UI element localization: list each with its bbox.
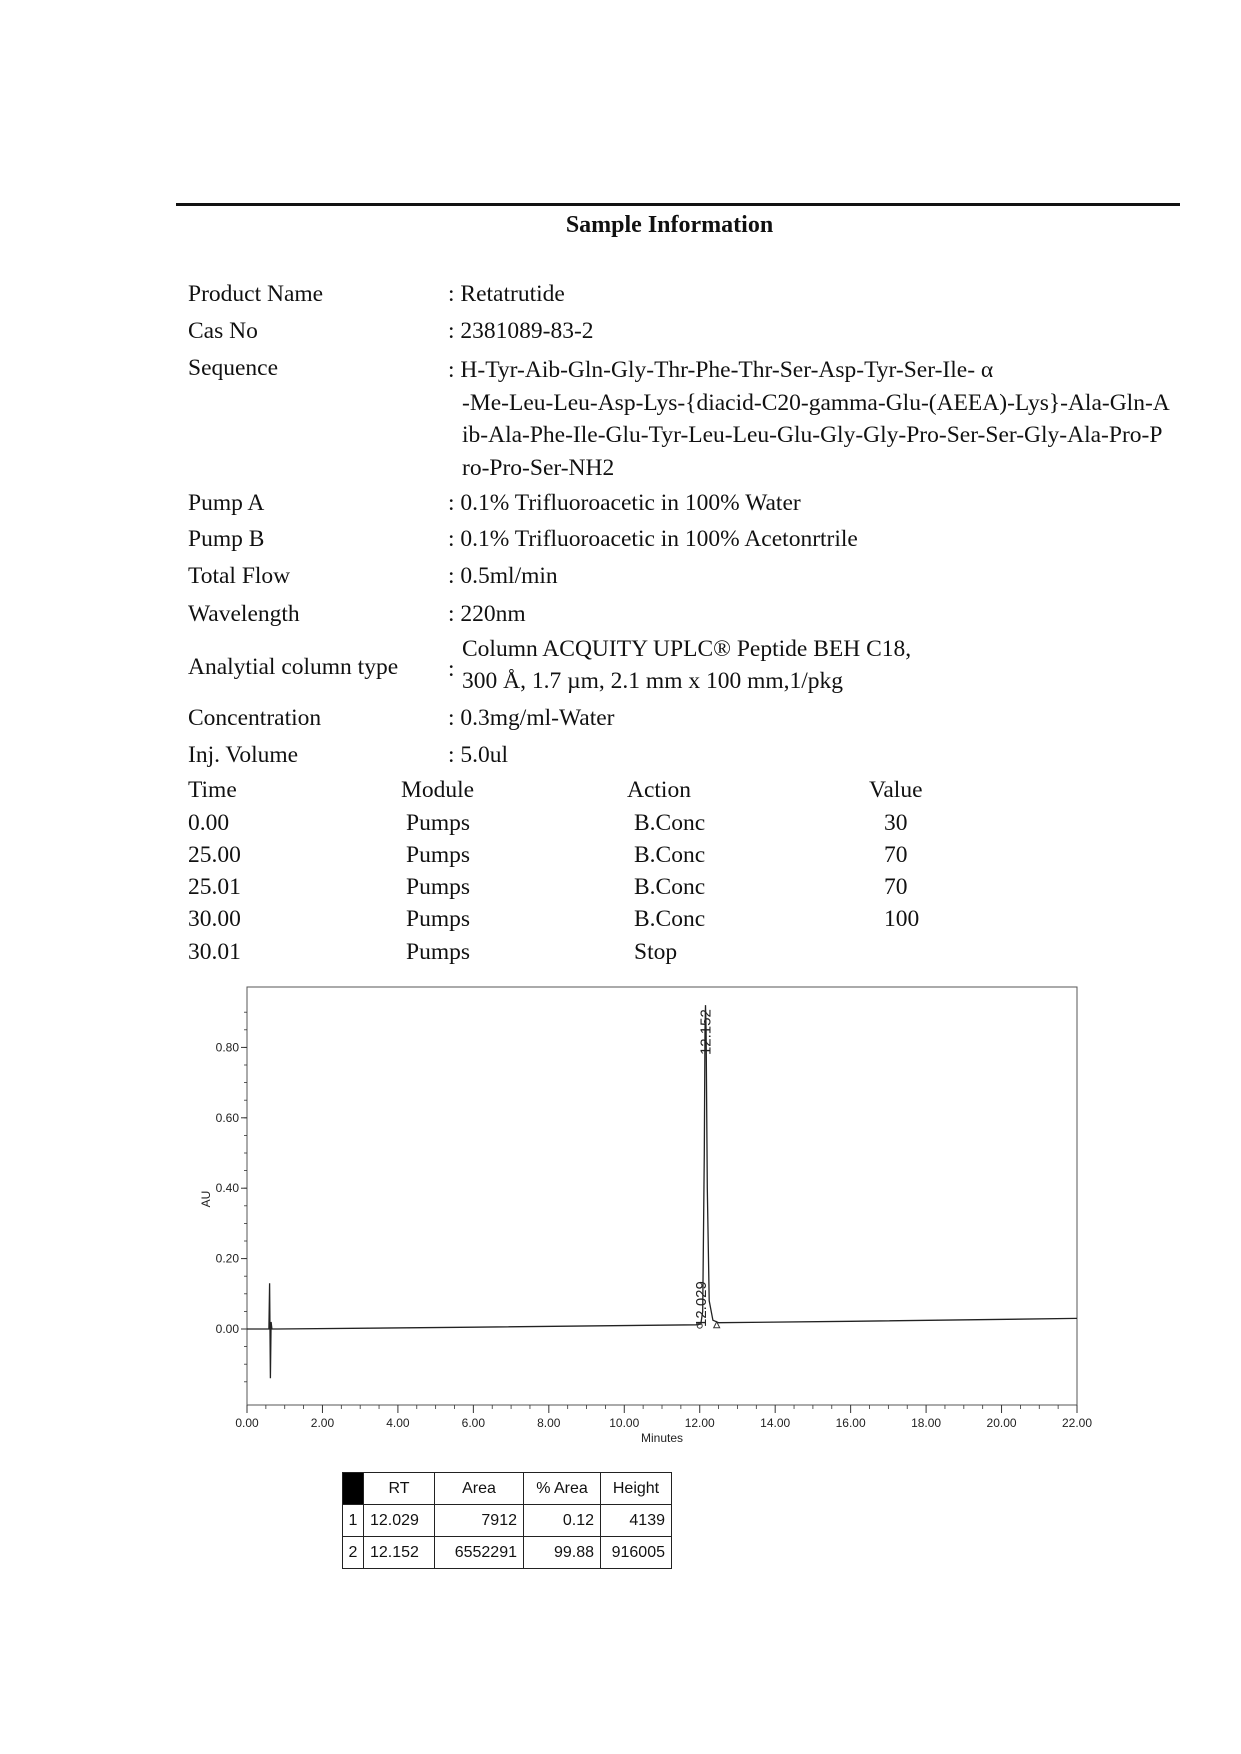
peak-results-table	[342, 1472, 672, 1569]
table-header-row	[343, 1473, 672, 1505]
column-header-pct-area: % Area	[524, 1473, 601, 1505]
gradient-value: 30	[884, 810, 908, 836]
gradient-header-module: Module	[401, 777, 475, 803]
column-line-1: Column ACQUITY UPLC® Peptide BEH C18,	[462, 636, 912, 662]
cell-height: 916005	[601, 1537, 672, 1569]
column-label: Analytial column type	[188, 654, 399, 680]
gradient-module: Pumps	[406, 939, 470, 965]
column-colon: :	[448, 656, 455, 682]
peak-label: 12.029	[692, 1281, 710, 1327]
cell-area: 6552291	[435, 1537, 524, 1569]
gradient-header-time: Time	[188, 777, 237, 803]
cell-rt: 12.029	[364, 1505, 435, 1537]
y-axis-label: AU	[199, 1190, 213, 1208]
gradient-module: Pumps	[406, 874, 470, 900]
total-flow-value: : 0.5ml/min	[448, 563, 558, 589]
x-tick-label: 10.00	[609, 1416, 640, 1430]
cas-no-value: : 2381089-83-2	[448, 318, 594, 344]
table-row	[343, 1505, 672, 1537]
wavelength-label: Wavelength	[188, 601, 300, 627]
pump-a-value: : 0.1% Trifluoroacetic in 100% Water	[448, 490, 801, 516]
pump-b-value: : 0.1% Trifluoroacetic in 100% Acetonrtrile	[448, 526, 858, 552]
gradient-time: 25.01	[188, 874, 241, 900]
gradient-action: B.Conc	[634, 906, 706, 932]
column-header-height: Height	[601, 1473, 672, 1505]
x-tick-label: 4.00	[386, 1416, 410, 1430]
x-tick-label: 14.00	[760, 1416, 791, 1430]
gradient-time: 30.00	[188, 906, 241, 932]
y-axis	[216, 1012, 247, 1382]
gradient-action: B.Conc	[634, 874, 706, 900]
gradient-module: Pumps	[406, 842, 470, 868]
cell-pct-area: 99.88	[524, 1537, 601, 1569]
peak-label: 12.152	[697, 1009, 715, 1056]
gradient-time: 0.00	[188, 810, 230, 836]
page-title: Sample Information	[565, 212, 774, 238]
pump-b-label: Pump B	[188, 526, 265, 552]
y-tick-label: 0.00	[215, 1322, 239, 1336]
sequence-line: : H-Tyr-Aib-Gln-Gly-Thr-Phe-Thr-Ser-Asp-Tyr-Ser-Ile- α	[448, 357, 994, 383]
product-name-label: Product Name	[188, 281, 324, 307]
cell-height: 4139	[601, 1505, 672, 1537]
sequence-label: Sequence	[188, 355, 279, 381]
gradient-value: 70	[884, 842, 908, 868]
x-tick-label: 12.00	[684, 1416, 715, 1430]
x-tick-label: 2.00	[310, 1416, 335, 1430]
gradient-header-action: Action	[627, 777, 691, 803]
sequence-line: ib-Ala-Phe-Ile-Glu-Tyr-Leu-Leu-Glu-Gly-Gly-Pro-Ser-Ser-Gly-Ala-Pro-P	[462, 422, 1163, 448]
gradient-action: B.Conc	[634, 842, 706, 868]
plot-frame	[247, 987, 1077, 1405]
gradient-action: B.Conc	[634, 810, 706, 836]
gradient-header-value: Value	[869, 777, 923, 803]
row-index: 2	[343, 1537, 364, 1569]
gradient-value: 100	[884, 906, 920, 932]
y-tick-label: 0.80	[215, 1040, 239, 1055]
gradient-time: 30.01	[188, 939, 241, 965]
x-tick-label: 20.00	[986, 1416, 1017, 1430]
total-flow-label: Total Flow	[188, 563, 291, 589]
row-index: 1	[343, 1505, 364, 1537]
inj-volume-value: : 5.0ul	[448, 742, 509, 768]
sequence-line: ro-Pro-Ser-NH2	[462, 454, 615, 481]
table-row	[343, 1537, 672, 1569]
concentration-value: : 0.3mg/ml-Water	[448, 705, 615, 731]
column-header-area: Area	[435, 1473, 524, 1505]
cell-area: 7912	[435, 1505, 524, 1537]
inj-volume-label: Inj. Volume	[188, 742, 299, 768]
x-tick-label: 22.00	[1061, 1416, 1093, 1430]
sequence-line: -Me-Leu-Leu-Asp-Lys-{diacid-C20-gamma-Glu-(AEEA)-Lys}-Ala-Gln-A	[462, 389, 1170, 416]
y-tick-label: 0.60	[215, 1110, 239, 1125]
y-tick-label: 0.20	[215, 1251, 239, 1266]
x-tick-label: 0.00	[235, 1416, 259, 1430]
x-tick-label: 8.00	[537, 1416, 561, 1430]
cell-rt: 12.152	[364, 1537, 435, 1569]
x-tick-label: 18.00	[911, 1416, 942, 1430]
cas-no-label: Cas No	[188, 318, 258, 344]
cell-pct-area: 0.12	[524, 1505, 601, 1537]
wavelength-value: : 220nm	[448, 601, 526, 627]
y-tick-label: 0.40	[215, 1181, 239, 1196]
column-header-rt: RT	[364, 1473, 435, 1505]
concentration-label: Concentration	[188, 705, 322, 731]
x-tick-label: 6.00	[461, 1416, 486, 1430]
chromatogram-trace	[247, 1005, 1077, 1378]
x-axis-label: Minutes	[640, 1431, 684, 1445]
table-corner	[343, 1473, 364, 1505]
gradient-action: Stop	[634, 939, 678, 965]
gradient-time: 25.00	[188, 842, 241, 868]
x-tick-label: 16.00	[835, 1416, 866, 1430]
column-line-2: 300 Å, 1.7 µm, 2.1 mm x 100 mm,1/pkg	[462, 668, 844, 694]
pump-a-label: Pump A	[188, 490, 265, 516]
x-axis	[235, 1405, 1092, 1430]
product-name-value: : Retatrutide	[448, 281, 565, 307]
gradient-module: Pumps	[406, 906, 470, 932]
gradient-module: Pumps	[406, 810, 470, 836]
gradient-value: 70	[884, 874, 908, 900]
